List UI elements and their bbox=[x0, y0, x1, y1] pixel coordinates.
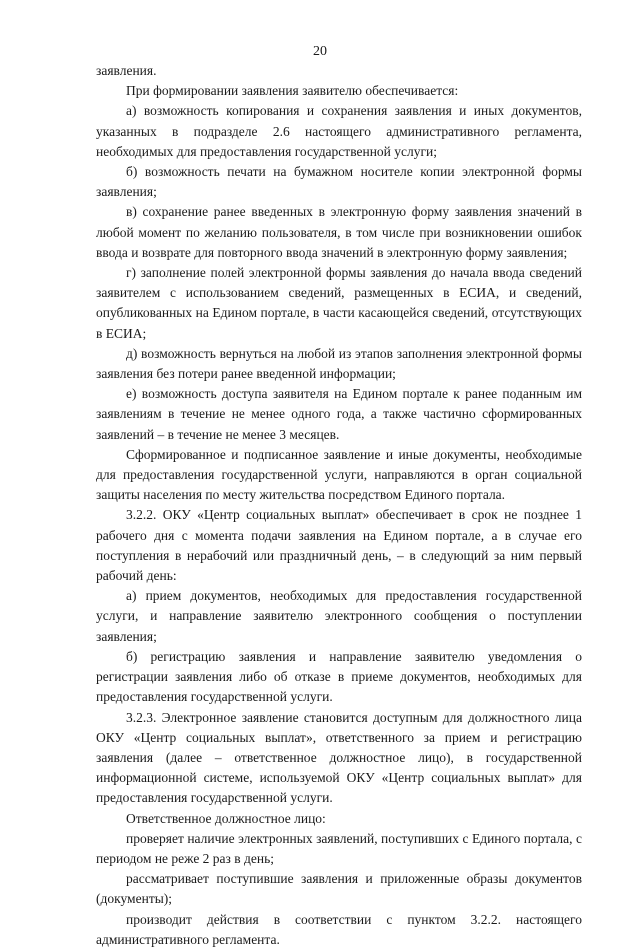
paragraph: г) заполнение полей электронной формы заявления до начала ввода сведений заявителем с использованием сведений, размещенных в ЕСИА, и сведений, опубликованных на Едином портале, в части касающейся сведений, отсутствующих в ЕСИА; bbox=[96, 265, 582, 341]
page-number: 20 bbox=[313, 44, 327, 59]
paragraph: Ответственное должностное лицо: bbox=[126, 810, 326, 826]
paragraph: Сформированное и подписанное заявление и иные документы, необходимые для предоставления государственной услуги, направляются в орган социальной защиты населения по месту жительства посредством Единого портала. bbox=[96, 446, 582, 503]
paragraph: 3.2.3. Электронное заявление становится доступным для должностного лица ОКУ «Центр социальных выплат», ответственного за прием и регистрацию заявления (далее – ответственное должностное лицо), в государственной информационной системе, используемой ОКУ «Центр социальных выплат» для предоставления государственной услуги. bbox=[96, 709, 582, 806]
paragraph: а) прием документов, необходимых для предоставления государственной услуги, и направление заявителю электронного сообщения о поступлении заявления; bbox=[96, 588, 582, 644]
paragraph: рассматривает поступившие заявления и приложенные образы документов (документы); bbox=[96, 871, 582, 907]
paragraph: в) сохранение ранее введенных в электронную форму заявления значений в любой момент по желанию пользователя, в том числе при возникновении ошибок ввода и возврате для повторного ввода значений в электронную форму заявления; bbox=[96, 204, 582, 260]
paragraph: е) возможность доступа заявителя на Едином портале к ранее поданным им заявлениям в течение не менее одного года, а также частично сформированных заявлений – в течение не менее 3 месяцев. bbox=[96, 386, 582, 442]
paragraph: заявления. bbox=[96, 63, 157, 78]
paragraph: а) возможность копирования и сохранения заявления и иных документов, указанных в подразделе 2.6 настоящего административного регламента, необходимых для предоставления государственной услуги; bbox=[96, 103, 582, 159]
paragraph: производит действия в соответствии с пунктом 3.2.2. настоящего административного регламента. bbox=[96, 911, 582, 947]
paragraph: проверяет наличие электронных заявлений, поступивших с Единого портала, с периодом не реже 2 раз в день; bbox=[96, 830, 582, 866]
paragraph: При формировании заявления заявителю обеспечивается: bbox=[126, 83, 459, 99]
paragraph: д) возможность вернуться на любой из этапов заполнения электронной формы заявления без потери ранее введенной информации; bbox=[96, 345, 582, 382]
paragraph: б) возможность печати на бумажном носителе копии электронной формы заявления; bbox=[96, 164, 582, 200]
paragraph: 3.2.2. ОКУ «Центр социальных выплат» обеспечивает в срок не позднее 1 рабочего дня с момента подачи заявления на Едином портале, а в случае его поступления в нерабочий или праздничный день, – в следующий за ним первый рабочий день: bbox=[96, 507, 582, 584]
paragraph: б) регистрацию заявления и направление заявителю уведомления о регистрации заявления либо об отказе в приеме документов, необходимых для предоставления государственной услуги. bbox=[96, 648, 582, 705]
document-body bbox=[96, 61, 582, 950]
